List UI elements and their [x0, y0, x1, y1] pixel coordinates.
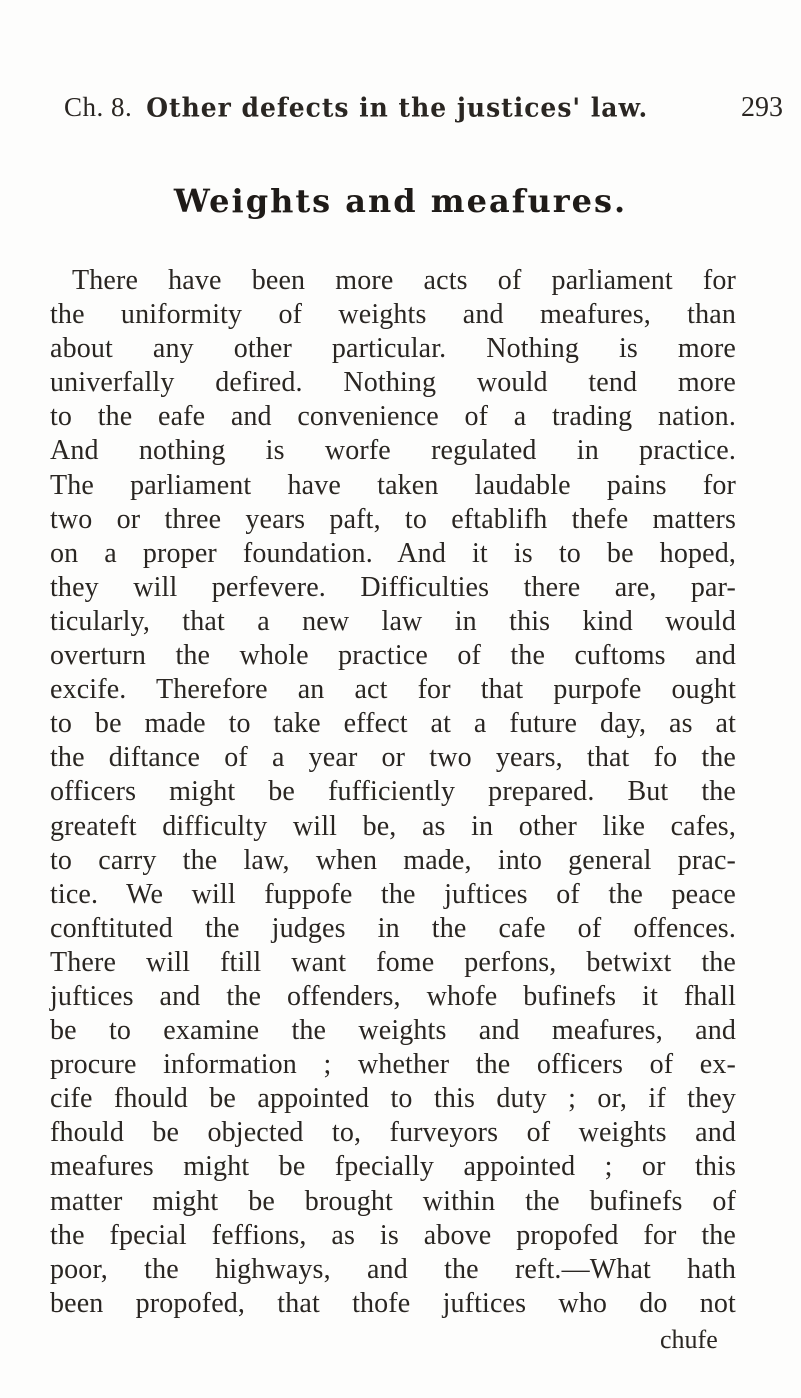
text-line: two or three years paft, to eftablifh thefe matters [50, 503, 736, 535]
section-heading: Weights and meafures. [173, 182, 628, 220]
text-line: they will perfevere. Difficulties there are, par- [50, 571, 736, 603]
text-line: poor, the highways, and the reft.—What hath [50, 1253, 736, 1285]
text-line: procure information ; whether the officers of ex- [50, 1049, 736, 1081]
text-line: to carry the law, when made, into general prac- [50, 844, 736, 876]
text-line: juftices and the offenders, whofe bufinefs it fhall [50, 980, 736, 1012]
text-line: greateft difficulty will be, as in other like cafes, [50, 810, 736, 842]
text-line: univerfally defired. Nothing would tend more [50, 367, 736, 399]
text-line: There will ftill want fome perfons, betwixt the [50, 946, 736, 978]
text-line: conftituted the judges in the cafe of offences. [50, 912, 736, 944]
text-line: overturn the whole practice of the cuftoms and [50, 640, 736, 672]
text-line: The parliament have taken laudable pains for [50, 469, 736, 501]
page-number: 293 [741, 92, 783, 123]
text-line: officers might be fufficiently prepared. But the [50, 776, 736, 808]
text-line: the diftance of a year or two years, that fo the [50, 742, 736, 774]
text-line: to be made to take effect at a future day, as at [50, 708, 736, 740]
catchword: chufe [660, 1325, 718, 1354]
text-line: cife fhould be appointed to this duty ; or, if they [50, 1083, 736, 1115]
running-title: Other defects in the justices' law. [146, 92, 649, 123]
text-line: about any other particular. Nothing is more [50, 333, 736, 365]
text-line: fhould be objected to, furveyors of weights and [50, 1117, 736, 1149]
text-line: be to examine the weights and meafures, and [50, 1015, 736, 1047]
text-line: on a proper foundation. And it is to be hoped, [50, 537, 736, 569]
text-line: meafures might be fpecially appointed ; or this [50, 1151, 736, 1183]
text-line: tice. We will fuppofe the juftices of the peace [50, 878, 736, 910]
text-line: matter might be brought within the bufinefs of [50, 1185, 736, 1217]
text-line: to the eafe and convenience of a trading nation. [50, 401, 736, 433]
chapter-label: Ch. 8. [64, 92, 133, 122]
text-line: the fpecial feffions, as is above propofed for the [50, 1219, 736, 1251]
running-head [64, 92, 783, 132]
text-line: There have been more acts of parliament for [72, 265, 736, 296]
text-line: excife. Therefore an act for that purpofe ought [50, 674, 736, 706]
text-line: And nothing is worfe regulated in practice. [50, 435, 736, 467]
body-paragraph [50, 264, 736, 1321]
text-line: the uniformity of weights and meafures, than [50, 299, 736, 331]
text-line: been propofed, that thofe juftices who do not [50, 1287, 736, 1319]
text-line: ticularly, that a new law in this kind would [50, 605, 736, 637]
